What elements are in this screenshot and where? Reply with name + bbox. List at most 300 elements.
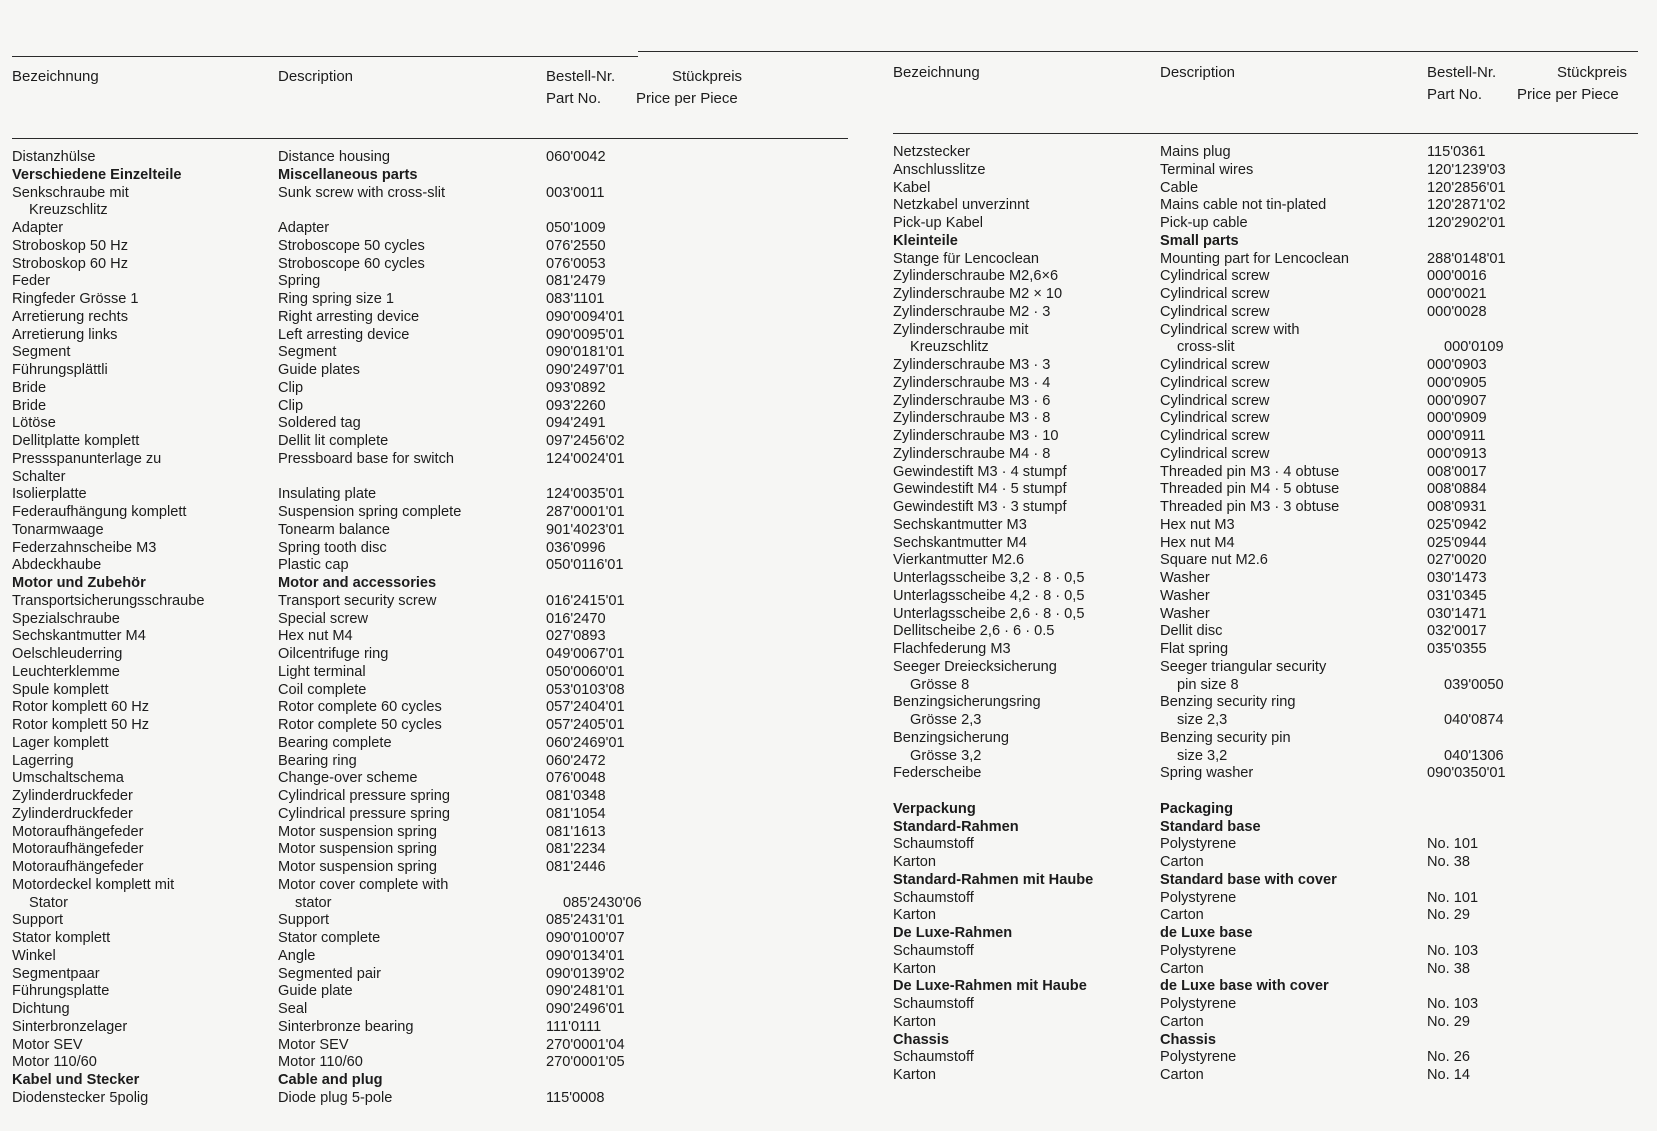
description-cell: Polystyrene: [1160, 942, 1237, 959]
table-row: [12, 735, 842, 753]
bezeichnung-cell: Flachfederung M3: [893, 641, 1011, 657]
table-row: [893, 517, 1657, 535]
bezeichnung-cell: Motor und Zubehör: [12, 575, 146, 591]
description-cell: Pick-up cable: [1160, 215, 1248, 231]
bezeichnung-cell: Stator: [29, 894, 68, 911]
bezeichnung-cell: Stange für Lencoclean: [893, 250, 1040, 267]
header-stueckpreis: Stückpreis: [1557, 64, 1628, 81]
header-rule-right: [893, 133, 1638, 134]
description-cell: Clip: [278, 397, 304, 414]
table-row: [893, 304, 1657, 322]
description-cell: Mains cable not tin-plated: [1160, 197, 1327, 214]
table-row: [893, 606, 1657, 624]
description-cell: Transport security screw: [278, 592, 437, 609]
table-row: [893, 357, 1657, 375]
table-row: [893, 730, 1657, 748]
table-row: [12, 1019, 842, 1037]
description-cell: Special screw: [278, 610, 369, 627]
description-cell: Benzing security pin: [1160, 729, 1291, 746]
table-row: [893, 410, 1657, 428]
part-no-cell: 057'2404'01: [546, 699, 625, 716]
description-cell: Chassis: [1160, 1031, 1216, 1048]
table-row: [893, 481, 1657, 499]
description-cell: Washer: [1160, 587, 1210, 604]
description-cell: Hex nut M4: [1160, 534, 1235, 551]
bezeichnung-cell: Federaufhängung komplett: [12, 504, 187, 520]
part-no-cell: 076'2550: [546, 237, 606, 254]
bezeichnung-cell: Sechskantmutter M4: [893, 534, 1027, 551]
table-row: [893, 854, 1657, 872]
table-row: [12, 912, 842, 930]
table-row: [893, 659, 1657, 677]
description-cell: Right arresting device: [278, 308, 420, 325]
table-row: [893, 375, 1657, 393]
description-cell: Stroboscope 50 cycles: [278, 237, 425, 254]
table-row: [893, 215, 1657, 233]
description-cell: Motor suspension spring: [278, 823, 437, 840]
section-heading-row: [12, 575, 842, 593]
description-cell: Threaded pin M4 · 5 obtuse: [1160, 481, 1340, 498]
part-no-cell: 032'0017: [1427, 623, 1487, 640]
bezeichnung-cell: Kreuzschlitz: [29, 202, 108, 219]
description-cell: cross-slit: [1177, 339, 1235, 356]
bezeichnung-cell: Zylinderdruckfeder: [12, 788, 133, 804]
part-no-cell: 097'2456'02: [546, 433, 625, 449]
part-no-cell: 124'0024'01: [546, 450, 625, 467]
table-row: [893, 748, 1657, 766]
part-no-cell: 040'1306: [1444, 747, 1504, 764]
table-row: [893, 464, 1657, 482]
part-no-cell: 090'2481'01: [546, 983, 625, 1000]
part-no-cell: 090'0139'02: [546, 965, 625, 982]
part-no-cell: 000'0028: [1427, 303, 1487, 320]
description-cell: Support: [278, 912, 330, 929]
table-row: [893, 961, 1657, 979]
table-row: [893, 907, 1657, 925]
bezeichnung-cell: Grösse 3,2: [910, 747, 982, 764]
part-no-cell: 039'0050: [1444, 676, 1504, 693]
section-heading-row: [893, 978, 1657, 996]
description-cell: Seal: [278, 1001, 308, 1017]
bezeichnung-cell: Führungsplättli: [12, 362, 108, 378]
bezeichnung-cell: Lagerring: [12, 752, 74, 769]
part-no-cell: 288'0148'01: [1427, 250, 1506, 267]
description-cell: Guide plate: [278, 983, 353, 1000]
table-row: [12, 256, 842, 274]
bezeichnung-cell: Unterlagsscheibe 2,6 · 8 · 0,5: [893, 605, 1085, 622]
bezeichnung-cell: Rotor komplett 60 Hz: [12, 699, 150, 716]
description-cell: Bearing complete: [278, 734, 392, 751]
bezeichnung-cell: Netzstecker: [893, 144, 971, 160]
header-bestell-nr: Bestell-Nr.: [1427, 64, 1497, 81]
bezeichnung-cell: Motor SEV: [12, 1036, 83, 1053]
section-heading-row: [893, 801, 1657, 819]
bezeichnung-cell: Spezialschraube: [12, 610, 120, 627]
part-no-cell: 115'0008: [546, 1089, 605, 1106]
section-heading-row: [893, 233, 1657, 251]
part-no-cell: 049'0067'01: [546, 646, 625, 662]
bezeichnung-cell: Motoraufhängefeder: [12, 823, 144, 840]
bezeichnung-cell: Arretierung rechts: [12, 308, 128, 325]
part-no-cell: 060'0042: [546, 149, 606, 165]
table-row: [12, 1090, 842, 1108]
part-no-cell: 000'0021: [1427, 286, 1487, 302]
table-row: [12, 983, 842, 1001]
table-row: [12, 877, 842, 895]
table-row: [12, 966, 842, 984]
part-no-cell: 025'0944: [1427, 534, 1487, 551]
description-cell: Insulating plate: [278, 486, 377, 503]
description-cell: Change-over scheme: [278, 770, 418, 787]
table-row: [893, 322, 1657, 340]
description-cell: Cylindrical screw: [1160, 410, 1270, 427]
description-cell: Segmented pair: [278, 965, 382, 982]
part-no-cell: 060'2469'01: [546, 734, 625, 751]
table-row: [12, 753, 842, 771]
bezeichnung-cell: Rotor komplett 50 Hz: [12, 717, 150, 733]
top-rule-left: [12, 56, 638, 57]
table-row: [12, 770, 842, 788]
bezeichnung-cell: Zylinderschraube M3 · 10: [893, 428, 1059, 444]
bezeichnung-cell: Feder: [12, 273, 51, 290]
bezeichnung-cell: Grösse 2,3: [910, 712, 982, 728]
bezeichnung-cell: Dellitscheibe 2,6 · 6 · 0.5: [893, 623, 1055, 640]
table-row: [12, 806, 842, 824]
table-row: [893, 180, 1657, 198]
table-row: [12, 202, 842, 220]
part-no-cell: 120'2902'01: [1427, 215, 1506, 231]
bezeichnung-cell: Motoraufhängefeder: [12, 841, 144, 858]
bezeichnung-cell: Unterlagsscheibe 4,2 · 8 · 0,5: [893, 587, 1085, 604]
bezeichnung-cell: Ringfeder Grösse 1: [12, 291, 139, 307]
bezeichnung-cell: Winkel: [12, 947, 56, 964]
table-row: [12, 717, 842, 735]
description-cell: Small parts: [1160, 232, 1239, 249]
description-cell: Coil complete: [278, 681, 367, 698]
description-cell: Packaging: [1160, 800, 1233, 817]
section-heading-row: [893, 1032, 1657, 1050]
description-cell: Square nut M2.6: [1160, 552, 1268, 569]
bezeichnung-cell: De Luxe-Rahmen: [893, 925, 1013, 941]
part-no-cell: 090'0095'01: [546, 326, 625, 343]
bezeichnung-cell: Tonarmwaage: [12, 521, 104, 538]
description-cell: Spring washer: [1160, 765, 1254, 782]
part-no-cell: 120'2856'01: [1427, 179, 1506, 196]
table-row: [893, 836, 1657, 854]
description-cell: Washer: [1160, 605, 1210, 622]
description-cell: Mains plug: [1160, 144, 1231, 160]
top-rule-right: [638, 51, 1638, 52]
description-cell: Clip: [278, 379, 304, 396]
part-no-cell: No. 103: [1427, 996, 1479, 1012]
table-row: [893, 641, 1657, 659]
part-no-cell: 050'0060'01: [546, 663, 625, 680]
description-cell: Cable and plug: [278, 1072, 383, 1088]
part-no-cell: 090'2496'01: [546, 1001, 625, 1017]
description-cell: Distance housing: [278, 149, 390, 165]
part-no-cell: 030'1471: [1427, 605, 1487, 622]
section-heading-row: [12, 1072, 842, 1090]
description-cell: Adapter: [278, 220, 330, 236]
bezeichnung-cell: Karton: [893, 960, 936, 977]
bezeichnung-cell: Transportsicherungsschraube: [12, 592, 205, 609]
table-row: [12, 469, 842, 487]
part-no-cell: 083'1101: [546, 291, 605, 307]
part-no-cell: No. 29: [1427, 1013, 1470, 1030]
part-no-cell: 270'0001'04: [546, 1036, 625, 1053]
part-no-cell: 057'2405'01: [546, 717, 625, 733]
part-no-cell: 081'2446: [546, 859, 606, 875]
part-no-cell: 025'0942: [1427, 516, 1487, 533]
bezeichnung-cell: Gewindestift M3 · 3 stumpf: [893, 499, 1067, 515]
description-cell: Flat spring: [1160, 641, 1229, 657]
bezeichnung-cell: Karton: [893, 854, 936, 870]
description-cell: Rotor complete 50 cycles: [278, 717, 442, 733]
table-row: [12, 486, 842, 504]
description-cell: Mounting part for Lencoclean: [1160, 250, 1350, 267]
description-cell: Standard base: [1160, 818, 1261, 835]
description-cell: Motor suspension spring: [278, 841, 437, 858]
bezeichnung-cell: Bride: [12, 379, 47, 396]
description-cell: Guide plates: [278, 362, 360, 378]
bezeichnung-cell: Segment: [12, 344, 71, 361]
table-row: [893, 446, 1657, 464]
table-row: [12, 273, 842, 291]
part-no-cell: 090'0134'01: [546, 947, 625, 964]
part-no-cell: 111'0111: [546, 1018, 602, 1035]
part-no-cell: 008'0017: [1427, 463, 1487, 480]
bezeichnung-cell: Chassis: [893, 1031, 949, 1048]
bezeichnung-cell: Abdeckhaube: [12, 557, 102, 574]
section-heading-row: [893, 925, 1657, 943]
description-cell: Plastic cap: [278, 557, 349, 574]
table-row: [893, 1014, 1657, 1032]
bezeichnung-cell: Führungsplatte: [12, 983, 110, 1000]
table-row: [893, 890, 1657, 908]
bezeichnung-cell: Grösse 8: [910, 676, 970, 693]
description-cell: pin size 8: [1177, 676, 1239, 693]
bezeichnung-cell: Dellitplatte komplett: [12, 433, 140, 449]
table-row: [893, 783, 1657, 801]
table-row: [12, 1001, 842, 1019]
bezeichnung-cell: Standard-Rahmen mit Haube: [893, 871, 1094, 888]
description-cell: Dellit lit complete: [278, 433, 389, 449]
table-row: [893, 552, 1657, 570]
bezeichnung-cell: Schaumstoff: [893, 889, 974, 906]
bezeichnung-cell: Schaumstoff: [893, 836, 974, 853]
part-no-cell: 090'0094'01: [546, 308, 625, 325]
part-no-cell: 036'0996: [546, 539, 606, 556]
table-row: [12, 1054, 842, 1072]
header-bezeichnung: Bezeichnung: [893, 64, 980, 81]
bezeichnung-cell: Unterlagsscheibe 3,2 · 8 · 0,5: [893, 570, 1085, 586]
part-no-cell: 081'2479: [546, 273, 606, 290]
bezeichnung-cell: Spule komplett: [12, 681, 109, 698]
description-cell: Ring spring size 1: [278, 291, 394, 307]
part-no-cell: 901'4023'01: [546, 521, 625, 538]
part-no-cell: No. 38: [1427, 960, 1470, 977]
description-cell: Light terminal: [278, 663, 366, 680]
bezeichnung-cell: Senkschraube mit: [12, 184, 129, 201]
bezeichnung-cell: Zylinderschraube M2 × 10: [893, 286, 1063, 302]
table-row: [12, 398, 842, 416]
description-cell: Polystyrene: [1160, 889, 1237, 906]
part-no-cell: 090'0181'01: [546, 344, 625, 361]
description-cell: Cylindrical screw: [1160, 303, 1270, 320]
bezeichnung-cell: Netzkabel unverzinnt: [893, 197, 1030, 214]
description-cell: Polystyrene: [1160, 836, 1237, 853]
part-no-cell: 081'1054: [546, 805, 606, 822]
table-row: [893, 1067, 1657, 1085]
bezeichnung-cell: Verpackung: [893, 800, 976, 817]
part-no-cell: 093'2260: [546, 397, 606, 414]
bezeichnung-cell: Vierkantmutter M2.6: [893, 552, 1025, 569]
part-no-cell: 287'0001'01: [546, 504, 625, 520]
bezeichnung-cell: Zylinderschraube M2,6×6: [893, 268, 1059, 285]
header-price-per-piece: Price per Piece: [1517, 86, 1619, 103]
header-description: Description: [278, 68, 354, 85]
description-cell: de Luxe base with cover: [1160, 978, 1329, 995]
table-row: [12, 557, 842, 575]
description-cell: Terminal wires: [1160, 161, 1254, 178]
bezeichnung-cell: Motordeckel komplett mit: [12, 876, 175, 893]
bezeichnung-cell: Schaumstoff: [893, 996, 974, 1012]
part-no-cell: 085'2430'06: [563, 894, 642, 911]
description-cell: Spring: [278, 273, 321, 290]
table-row: [893, 765, 1657, 783]
table-row: [12, 149, 842, 167]
table-row: [893, 677, 1657, 695]
table-row: [893, 694, 1657, 712]
description-cell: Seeger triangular security: [1160, 658, 1327, 675]
description-cell: Motor cover complete with: [278, 876, 449, 893]
section-heading-row: [12, 167, 842, 185]
header-price-per-piece: Price per Piece: [636, 90, 738, 107]
description-cell: Standard base with cover: [1160, 871, 1337, 888]
bezeichnung-cell: Support: [12, 912, 64, 929]
table-row: [893, 570, 1657, 588]
bezeichnung-cell: Stroboskop 60 Hz: [12, 255, 129, 272]
description-cell: Spring tooth disc: [278, 539, 387, 556]
bezeichnung-cell: Zylinderschraube M3 · 4: [893, 374, 1051, 391]
description-cell: Dellit disc: [1160, 623, 1223, 640]
part-no-cell: 008'0931: [1427, 499, 1487, 515]
description-cell: de Luxe base: [1160, 925, 1253, 941]
description-cell: Diode plug 5-pole: [278, 1089, 393, 1106]
description-cell: Stroboscope 60 cycles: [278, 255, 425, 272]
bezeichnung-cell: De Luxe-Rahmen mit Haube: [893, 978, 1087, 995]
part-no-cell: 027'0893: [546, 628, 606, 645]
part-no-cell: 003'0011: [546, 184, 605, 201]
bezeichnung-cell: Motoraufhängefeder: [12, 859, 144, 875]
part-no-cell: 076'0053: [546, 255, 606, 272]
bezeichnung-cell: Kreuzschlitz: [910, 339, 989, 356]
bezeichnung-cell: Lager komplett: [12, 734, 109, 751]
part-no-cell: 008'0884: [1427, 481, 1487, 498]
header-bestell-nr: Bestell-Nr.: [546, 68, 616, 85]
description-cell: Sinterbronze bearing: [278, 1018, 414, 1035]
part-no-cell: No. 26: [1427, 1049, 1470, 1066]
table-row: [12, 327, 842, 345]
bezeichnung-cell: Distanzhülse: [12, 149, 96, 165]
bezeichnung-cell: Zylinderschraube M4 · 8: [893, 445, 1051, 462]
part-no-cell: 027'0020: [1427, 552, 1487, 569]
bezeichnung-cell: Kleinteile: [893, 232, 958, 249]
part-no-cell: 031'0345: [1427, 587, 1487, 604]
description-cell: Polystyrene: [1160, 1049, 1237, 1066]
table-row: [893, 197, 1657, 215]
bezeichnung-cell: Gewindestift M3 · 4 stumpf: [893, 463, 1067, 480]
bezeichnung-cell: Zylinderschraube mit: [893, 321, 1029, 338]
bezeichnung-cell: Benzingsicherungsring: [893, 694, 1041, 711]
description-cell: Cylindrical pressure spring: [278, 788, 450, 804]
part-no-cell: 270'0001'05: [546, 1054, 625, 1071]
bezeichnung-cell: Anschlusslitze: [893, 161, 986, 178]
bezeichnung-cell: Stroboskop 50 Hz: [12, 237, 129, 254]
description-cell: Cylindrical screw: [1160, 357, 1270, 373]
part-no-cell: 035'0355: [1427, 641, 1487, 657]
bezeichnung-cell: Adapter: [12, 220, 64, 236]
table-row: [12, 522, 842, 540]
bezeichnung-cell: Sechskantmutter M4: [12, 628, 146, 645]
bezeichnung-cell: Pressspanunterlage zu: [12, 450, 162, 467]
table-row: [893, 499, 1657, 517]
bezeichnung-cell: Sechskantmutter M3: [893, 516, 1027, 533]
table-row: [12, 699, 842, 717]
description-cell: Angle: [278, 947, 316, 964]
bezeichnung-cell: Motor 110/60: [12, 1054, 97, 1071]
part-no-cell: 000'0909: [1427, 410, 1487, 427]
part-no-cell: 050'1009: [546, 220, 606, 236]
description-cell: Motor SEV: [278, 1036, 349, 1053]
bezeichnung-cell: Kabel: [893, 179, 931, 196]
description-cell: size 2,3: [1177, 712, 1228, 728]
description-cell: Carton: [1160, 854, 1204, 870]
bezeichnung-cell: Leuchterklemme: [12, 663, 120, 680]
bezeichnung-cell: Schalter: [12, 468, 66, 485]
description-cell: Washer: [1160, 570, 1210, 586]
header-description: Description: [1160, 64, 1236, 81]
part-no-cell: 090'0350'01: [1427, 765, 1506, 782]
part-no-cell: 093'0892: [546, 379, 606, 396]
bezeichnung-cell: Verschiedene Einzelteile: [12, 166, 182, 183]
description-cell: Cylindrical screw: [1160, 445, 1270, 462]
table-row: [12, 380, 842, 398]
bezeichnung-cell: Dichtung: [12, 1001, 70, 1017]
description-cell: Pressboard base for switch: [278, 450, 455, 467]
table-row: [12, 344, 842, 362]
bezeichnung-cell: Sinterbronzelager: [12, 1018, 128, 1035]
table-row: [12, 291, 842, 309]
bezeichnung-cell: Zylinderschraube M3 · 6: [893, 392, 1051, 409]
description-cell: Cylindrical screw: [1160, 392, 1270, 409]
part-no-cell: No. 101: [1427, 836, 1479, 853]
description-cell: Cylindrical screw: [1160, 268, 1270, 285]
description-cell: Motor and accessories: [278, 575, 437, 591]
description-cell: stator: [295, 894, 332, 911]
table-row: [12, 504, 842, 522]
table-row: [12, 415, 842, 433]
description-cell: size 3,2: [1177, 747, 1228, 764]
bezeichnung-cell: Schaumstoff: [893, 942, 974, 959]
part-no-cell: No. 29: [1427, 907, 1470, 924]
description-cell: Segment: [278, 344, 337, 361]
description-cell: Hex nut M3: [1160, 516, 1235, 533]
table-row: [12, 185, 842, 203]
bezeichnung-cell: Standard-Rahmen: [893, 818, 1019, 835]
table-row: [12, 646, 842, 664]
description-cell: Cylindrical screw: [1160, 374, 1270, 391]
